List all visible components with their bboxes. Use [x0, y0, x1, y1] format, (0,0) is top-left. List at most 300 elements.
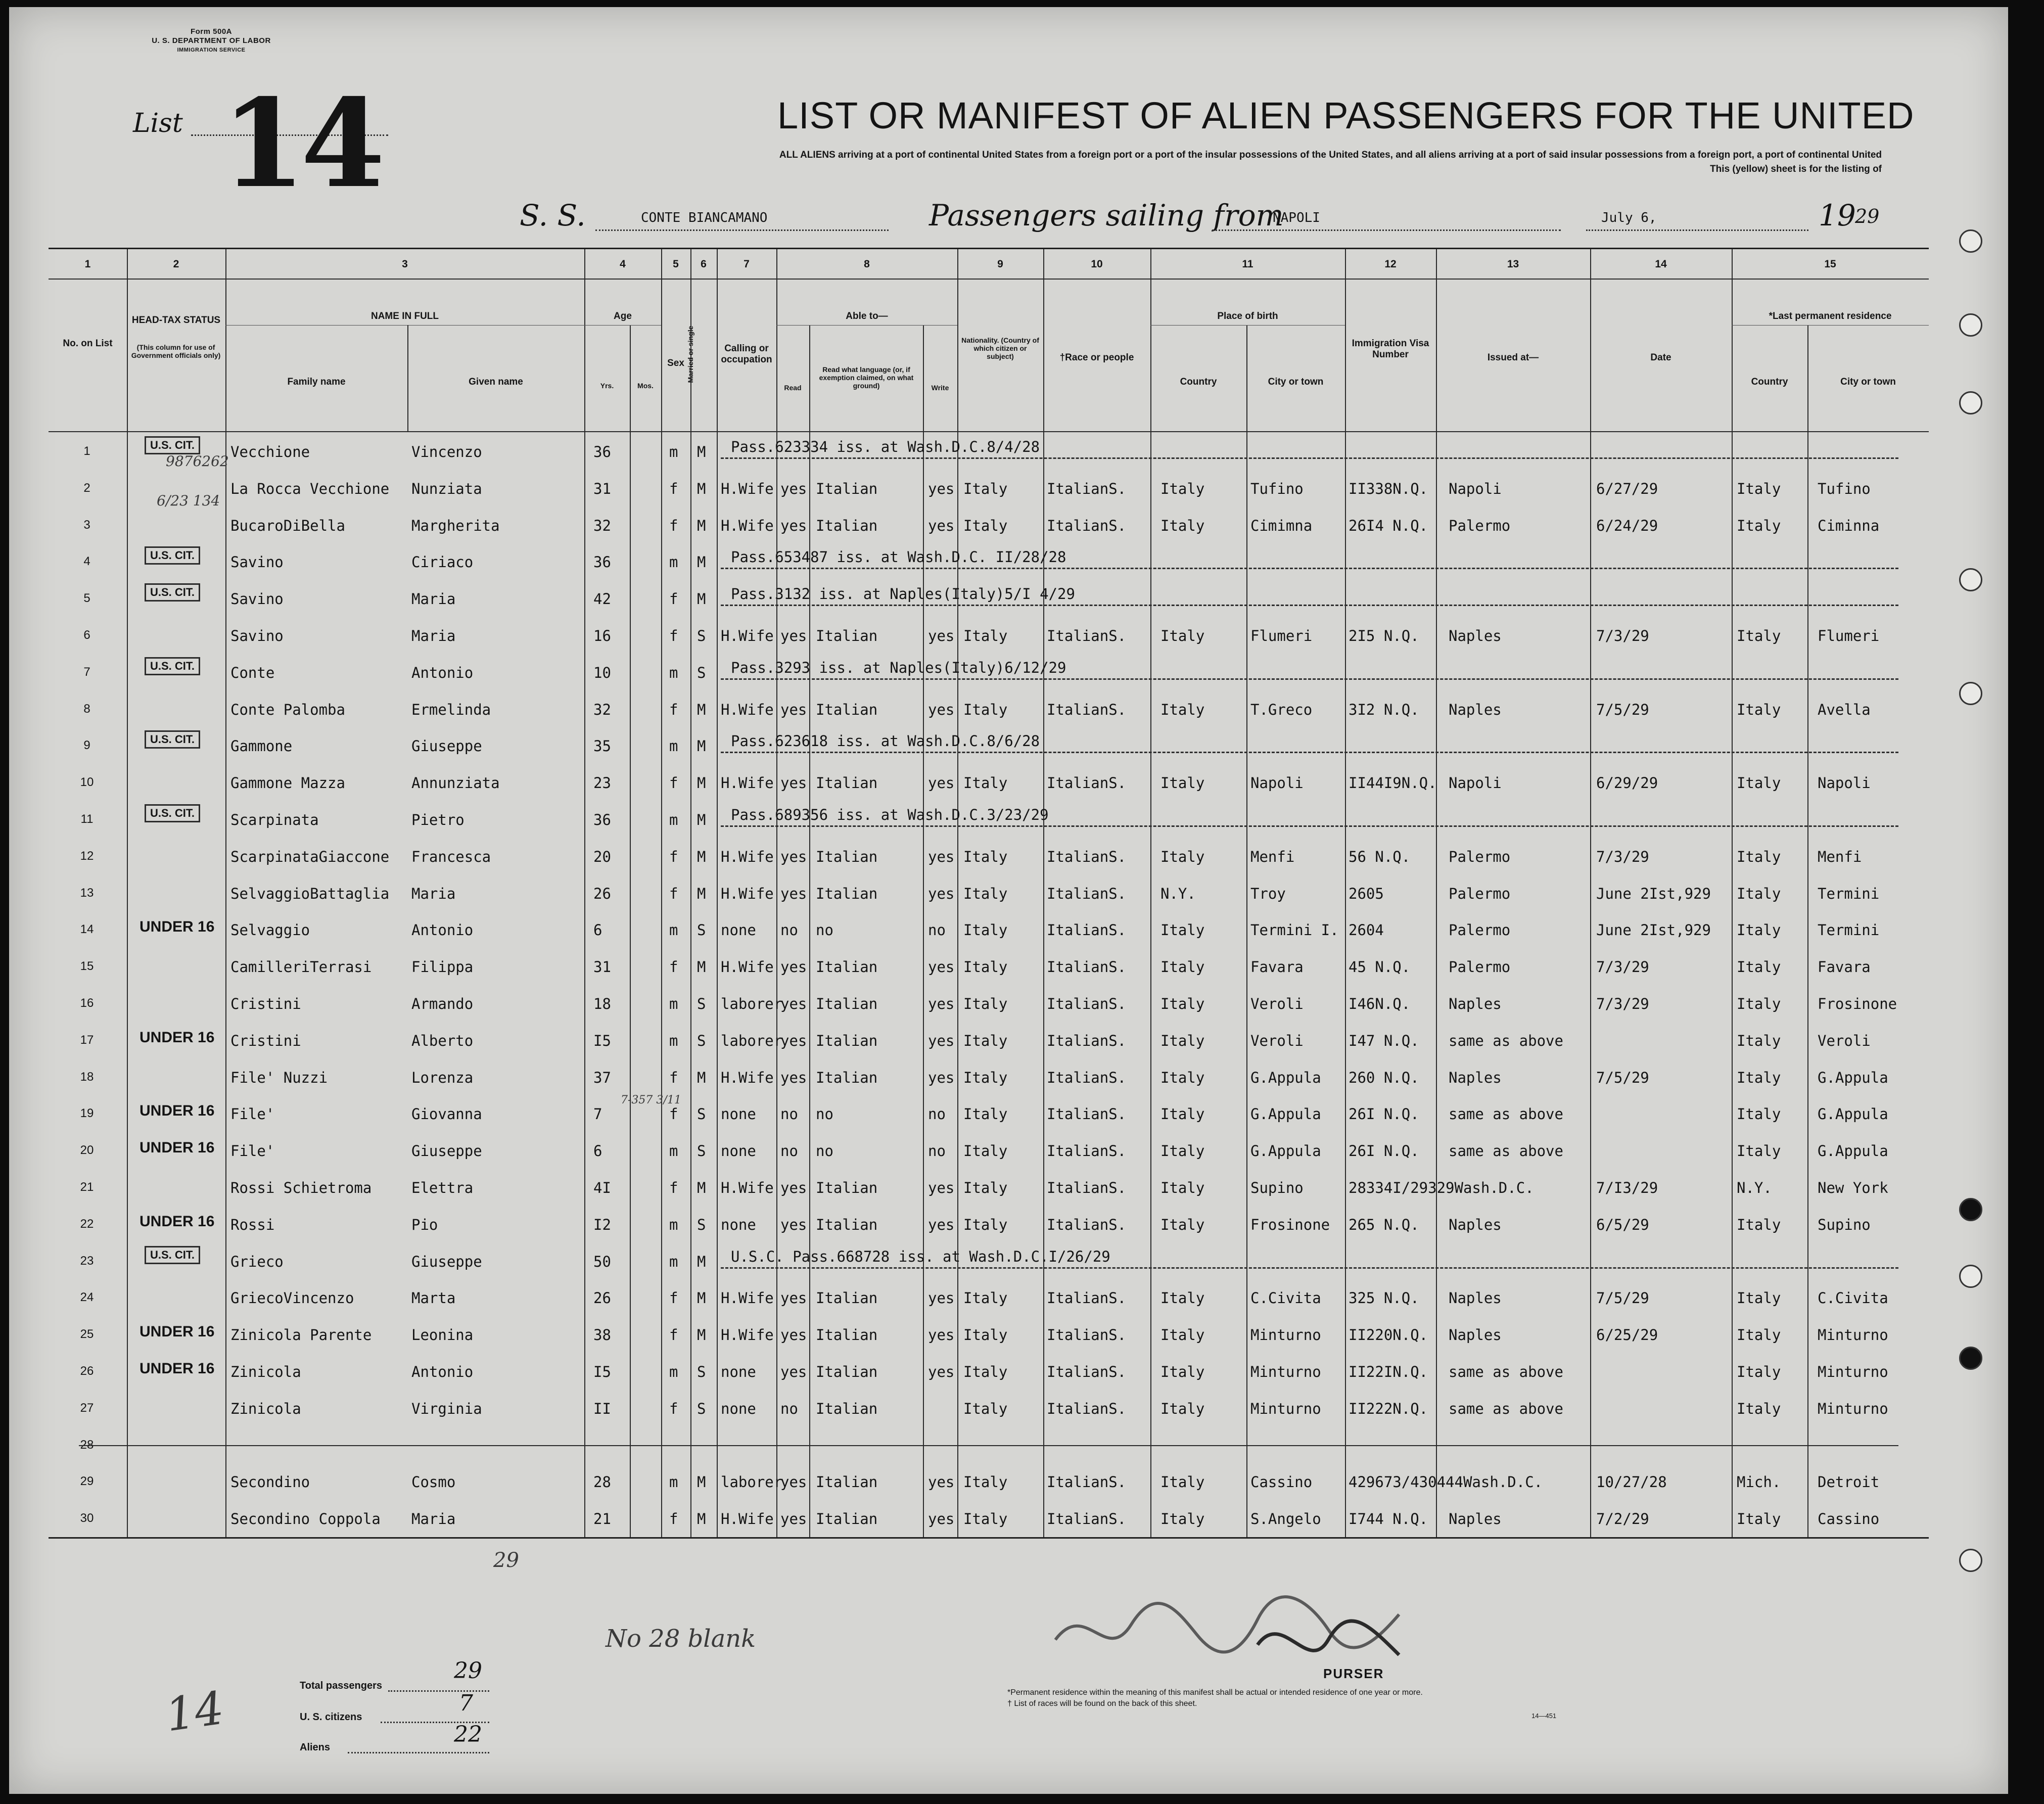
punch-hole	[1959, 568, 1982, 591]
nationality: Italy	[963, 1400, 1008, 1417]
residence-country: Italy	[1737, 921, 1781, 939]
total-passengers-value: 29	[454, 1658, 482, 1684]
col-number: 9	[997, 258, 1003, 270]
occupation: H.Wife	[721, 627, 774, 644]
head-tax-stamp: U.S. CIT.	[145, 730, 200, 749]
read-language: Italian	[816, 1326, 878, 1344]
marital-status: S	[697, 664, 706, 681]
table-row	[49, 762, 1929, 799]
col-number: 8	[864, 258, 870, 270]
age-years: 50	[593, 1253, 611, 1270]
col-number: 2	[173, 258, 179, 270]
occupation: H.Wife	[721, 517, 774, 534]
table-row	[49, 1498, 1929, 1535]
residence-city: G.Appula	[1818, 1142, 1888, 1160]
family-name: Conte	[230, 664, 275, 681]
read-language: Italian	[816, 1363, 878, 1380]
table-row	[49, 725, 1929, 762]
marital-status: M	[697, 590, 706, 608]
residence-country: Italy	[1737, 1216, 1781, 1233]
marital-status: M	[697, 774, 706, 792]
residence-city: Termini	[1818, 921, 1880, 939]
can-write: no	[928, 1142, 946, 1160]
nationality: Italy	[963, 627, 1008, 644]
nationality: Italy	[963, 1105, 1008, 1123]
given-name: Giuseppe	[411, 1253, 482, 1270]
residence-country: Italy	[1737, 701, 1781, 718]
passport-note: Pass.689356 iss. at Wash.D.C.3/23/29	[731, 806, 1049, 823]
sex: m	[669, 921, 678, 939]
manifest-sheet	[9, 7, 2008, 1794]
header-visa: Immigration Visa Number	[1352, 338, 1429, 360]
occupation: H.Wife	[721, 1069, 774, 1086]
header-calling: Calling or occupation	[721, 343, 772, 365]
marital-status: M	[697, 1069, 706, 1086]
sailing-date: July 6,	[1601, 210, 1657, 225]
year-suffix: 29	[1855, 205, 1880, 227]
read-language: Italian	[816, 1032, 878, 1049]
can-read: yes	[780, 1289, 807, 1307]
age-years: 35	[593, 737, 611, 755]
table-row	[49, 505, 1929, 542]
birth-city: Minturno	[1250, 1326, 1321, 1344]
row-number: 10	[80, 775, 94, 790]
age-years: 36	[593, 553, 611, 571]
header-name-in-full: NAME IN FULL	[370, 311, 439, 321]
family-name: Savino	[230, 590, 284, 608]
marital-status: S	[697, 1142, 706, 1160]
marital-status: M	[697, 885, 706, 902]
nationality: Italy	[963, 774, 1008, 792]
col-number: 13	[1507, 258, 1519, 270]
age-years: 23	[593, 774, 611, 792]
head-tax-stamp: UNDER 16	[140, 1323, 215, 1340]
can-read: yes	[780, 958, 807, 976]
issued-at: Naples	[1449, 995, 1502, 1012]
occupation: none	[721, 1400, 756, 1417]
issued-at: Palermo	[1449, 517, 1511, 534]
punch-hole	[1959, 1549, 1982, 1572]
header-sex: Sex	[667, 358, 684, 368]
col-number: 1	[84, 258, 91, 270]
age-years: 20	[593, 848, 611, 865]
age-years: I5	[593, 1032, 611, 1049]
sex: f	[669, 848, 678, 865]
residence-city: C.Civita	[1818, 1289, 1888, 1307]
header-write: Write	[931, 384, 949, 392]
sex: m	[669, 1253, 678, 1270]
sex: f	[669, 958, 678, 976]
residence-subdivider	[1732, 325, 1929, 326]
read-language: Italian	[816, 885, 878, 902]
family-name: BucaroDiBella	[230, 517, 345, 534]
age-note: 7-357 3/11	[621, 1094, 681, 1106]
read-language: Italian	[816, 1473, 878, 1491]
can-read: yes	[780, 480, 807, 497]
residence-city: Tufino	[1818, 480, 1871, 497]
sex: f	[669, 1069, 678, 1086]
age-years: 32	[593, 517, 611, 534]
can-read: yes	[780, 1363, 807, 1380]
row-number: 25	[80, 1327, 94, 1342]
row-number: 19	[80, 1106, 94, 1121]
age-years: 31	[593, 958, 611, 976]
age-years: 38	[593, 1326, 611, 1344]
header-subtitle-2: This (yellow) sheet is for the listing of	[1710, 164, 1882, 174]
race: ItalianS.	[1047, 1510, 1127, 1528]
read-language: Italian	[816, 517, 878, 534]
sex: f	[669, 1400, 678, 1417]
can-read: yes	[780, 1510, 807, 1528]
nationality: Italy	[963, 1473, 1008, 1491]
residence-city: Minturno	[1818, 1400, 1888, 1417]
sex: f	[669, 517, 678, 534]
marital-status: M	[697, 701, 706, 718]
visa-number: II44I9N.Q.	[1349, 774, 1437, 792]
sex: f	[669, 1326, 678, 1344]
blank-row-line	[79, 1445, 1898, 1446]
sex: f	[669, 590, 678, 608]
header-read-language: Read what language (or, if exemption claimed, on what ground)	[819, 365, 914, 390]
can-write: yes	[928, 1510, 955, 1528]
birth-city: Cimimna	[1250, 517, 1313, 534]
residence-city: Menfi	[1818, 848, 1862, 865]
age-years: 36	[593, 811, 611, 828]
birth-city: Veroli	[1250, 995, 1304, 1012]
sex: m	[669, 811, 678, 828]
visa-date: 7/3/29	[1596, 958, 1649, 976]
sex: m	[669, 443, 678, 460]
visa-number: 3I2 N.Q.	[1349, 701, 1419, 718]
can-write: yes	[928, 848, 955, 865]
given-name: Vincenzo	[411, 443, 482, 460]
can-write: yes	[928, 480, 955, 497]
form-code: 14—451	[1531, 1712, 1557, 1720]
list-number: 14	[221, 72, 380, 215]
race: ItalianS.	[1047, 885, 1127, 902]
residence-city: Veroli	[1818, 1032, 1871, 1049]
residence-country: N.Y.	[1737, 1179, 1772, 1196]
read-language: Italian	[816, 1289, 878, 1307]
passport-note: Pass.623334 iss. at Wash.D.C.8/4/28	[731, 438, 1040, 455]
us-citizens-label: U. S. citizens	[300, 1712, 362, 1723]
header-res-city: City or town	[1840, 377, 1896, 387]
birth-country: Italy	[1160, 701, 1205, 718]
issued-at: Naples	[1449, 1289, 1502, 1307]
sex: m	[669, 664, 678, 681]
residence-country: Italy	[1737, 1032, 1781, 1049]
birth-city: Favara	[1250, 958, 1304, 976]
birth-country: Italy	[1160, 921, 1205, 939]
nationality: Italy	[963, 995, 1008, 1012]
given-name: Leonina	[411, 1326, 474, 1344]
family-name: Secondino	[230, 1473, 310, 1491]
residence-city: G.Appula	[1818, 1069, 1888, 1086]
row-number: 1	[83, 444, 90, 458]
can-write: yes	[928, 1032, 955, 1049]
issued-at: Naples	[1449, 1326, 1502, 1344]
family-name: SelvaggioBattaglia	[230, 885, 390, 902]
race: ItalianS.	[1047, 1179, 1127, 1196]
issued-at: Palermo	[1449, 848, 1511, 865]
header-head-tax-note: (This column for use of Government officials only)	[131, 343, 221, 359]
nationality: Italy	[963, 480, 1008, 497]
punch-hole	[1959, 313, 1982, 337]
visa-number: II222N.Q.	[1349, 1400, 1428, 1417]
visa-date: 6/5/29	[1596, 1216, 1649, 1233]
occupation: H.Wife	[721, 1179, 774, 1196]
row-number: 28	[80, 1438, 94, 1452]
passport-note: Pass.3293 iss. at Naples(Italy)6/12/29	[731, 659, 1066, 676]
row-number: 5	[83, 591, 90, 606]
birth-country: Italy	[1160, 848, 1205, 865]
manifest-table	[49, 248, 1929, 1539]
issued-at: same as above	[1449, 1363, 1563, 1380]
blank-note: No 28 blank	[606, 1625, 756, 1653]
age-years: II	[593, 1400, 611, 1417]
sex: m	[669, 553, 678, 571]
given-name: Maria	[411, 885, 456, 902]
race: ItalianS.	[1047, 848, 1127, 865]
residence-city: Termini	[1818, 885, 1880, 902]
header-issued-at: Issued at—	[1487, 352, 1539, 363]
birth-city: Termini I.	[1250, 921, 1339, 939]
us-citizens-value: 7	[459, 1690, 473, 1716]
visa-date: 7/3/29	[1596, 627, 1649, 644]
row-number: 14	[80, 922, 94, 937]
footnote-residence: *Permanent residence within the meaning of this manifest shall be actual or intended residence of one year or more.	[1007, 1688, 1423, 1697]
head-tax-stamp: U.S. CIT.	[145, 436, 200, 454]
visa-date: June 2Ist,929	[1596, 885, 1711, 902]
birth-country: Italy	[1160, 1326, 1205, 1344]
race: ItalianS.	[1047, 1400, 1127, 1417]
can-write: yes	[928, 1069, 955, 1086]
issued-at: Napoli	[1449, 774, 1502, 792]
header-head-tax: HEAD-TAX STATUS	[131, 315, 221, 326]
occupation: none	[721, 1105, 756, 1123]
marital-status: M	[697, 1326, 706, 1344]
age-years: I5	[593, 1363, 611, 1380]
given-name: Francesca	[411, 848, 491, 865]
punch-hole	[1959, 1265, 1982, 1288]
row-number: 23	[80, 1254, 94, 1268]
table-row	[49, 836, 1929, 873]
dashed-fill-line	[721, 457, 1898, 459]
age-years: 37	[593, 1069, 611, 1086]
race: ItalianS.	[1047, 774, 1127, 792]
header-family-name: Family name	[287, 377, 346, 387]
issued-at: Palermo	[1449, 885, 1511, 902]
race: ItalianS.	[1047, 1289, 1127, 1307]
dashed-fill-line	[721, 605, 1898, 606]
marital-status: M	[697, 1510, 706, 1528]
header-married: Married or single	[686, 326, 694, 383]
birth-city: C.Civita	[1250, 1289, 1321, 1307]
table-row	[49, 1314, 1929, 1351]
nationality: Italy	[963, 1510, 1008, 1528]
family-name: ScarpinataGiaccone	[230, 848, 390, 865]
table-row	[49, 873, 1929, 910]
table-row	[49, 615, 1929, 652]
table-row	[49, 1167, 1929, 1204]
occupation: none	[721, 1216, 756, 1233]
marital-status: M	[697, 737, 706, 755]
header-divider	[49, 279, 1929, 280]
visa-date: 7/5/29	[1596, 1069, 1649, 1086]
birth-city: G.Appula	[1250, 1142, 1321, 1160]
header-last-residence: *Last permanent residence	[1769, 311, 1892, 321]
age-years: 31	[593, 480, 611, 497]
dashed-fill-line	[721, 568, 1898, 569]
visa-number: 2605	[1349, 885, 1384, 902]
visa-number: 26I4 N.Q.	[1349, 517, 1428, 534]
family-name: Conte Palomba	[230, 701, 345, 718]
col-number: 12	[1384, 258, 1397, 270]
visa-number: I46N.Q.	[1349, 995, 1411, 1012]
marital-status: M	[697, 1289, 706, 1307]
visa-number: 45 N.Q.	[1349, 958, 1411, 976]
ship-name: CONTE BIANCAMANO	[641, 210, 768, 225]
marital-status: S	[697, 921, 706, 939]
residence-country: Italy	[1737, 480, 1781, 497]
birth-city: Tufino	[1250, 480, 1304, 497]
age-years: 4I	[593, 1179, 611, 1196]
can-read: yes	[780, 1216, 807, 1233]
marital-status: S	[697, 995, 706, 1012]
visa-date: 10/27/28	[1596, 1473, 1667, 1491]
occupation: laborer	[721, 1473, 783, 1491]
birth-city: T.Greco	[1250, 701, 1313, 718]
given-name: Marta	[411, 1289, 456, 1307]
row-number: 18	[80, 1070, 94, 1084]
given-name: Ciriaco	[411, 553, 474, 571]
row-number: 12	[80, 849, 94, 863]
issued-at: Naples	[1449, 1069, 1502, 1086]
can-read: yes	[780, 1473, 807, 1491]
nationality: Italy	[963, 885, 1008, 902]
residence-country: Italy	[1737, 1289, 1781, 1307]
sex: f	[669, 1289, 678, 1307]
residence-country: Italy	[1737, 885, 1781, 902]
family-name: Zinicola	[230, 1400, 301, 1417]
table-row	[49, 1241, 1929, 1278]
race: ItalianS.	[1047, 1473, 1127, 1491]
visa-date: 6/25/29	[1596, 1326, 1658, 1344]
header-no-on-list: No. on List	[63, 338, 113, 349]
given-name: Elettra	[411, 1179, 474, 1196]
head-tax-stamp: UNDER 16	[140, 918, 215, 936]
residence-country: Italy	[1737, 774, 1781, 792]
visa-number: 56 N.Q.	[1349, 848, 1411, 865]
table-row	[49, 1388, 1929, 1425]
head-tax-stamp: UNDER 16	[140, 1029, 215, 1046]
birth-city: Veroli	[1250, 1032, 1304, 1049]
year-prefix: 19	[1819, 198, 1856, 233]
row-number: 29	[80, 1474, 94, 1489]
can-write: no	[928, 1105, 946, 1123]
can-write: yes	[928, 517, 955, 534]
can-read: yes	[780, 1069, 807, 1086]
passport-note: Pass.623618 iss. at Wash.D.C.8/6/28	[731, 732, 1040, 750]
residence-city: Ciminna	[1818, 517, 1880, 534]
visa-number: I744 N.Q.	[1349, 1510, 1428, 1528]
family-name: La Rocca Vecchione	[230, 480, 390, 497]
header-birth-country: Country	[1180, 377, 1217, 387]
table-row	[49, 1130, 1929, 1167]
age-years: 28	[593, 1473, 611, 1491]
row-number: 6	[83, 628, 90, 642]
family-name: Secondino Coppola	[230, 1510, 381, 1528]
occupation: none	[721, 1142, 756, 1160]
name-subdivider	[225, 325, 584, 326]
table-row	[49, 578, 1929, 615]
form-identifier	[135, 27, 287, 55]
nationality: Italy	[963, 921, 1008, 939]
header-subtitle-1: ALL ALIENS arriving at a port of continental United States from a foreign port or a port of the insular possessions of the United States, and all aliens arriving at a port of said insular possessions from a foreign port, a port of continental United	[779, 150, 1882, 160]
marital-status: M	[697, 517, 706, 534]
birth-country: N.Y.	[1160, 885, 1196, 902]
birth-city: Minturno	[1250, 1400, 1321, 1417]
race: ItalianS.	[1047, 1105, 1127, 1123]
issued-at: Palermo	[1449, 958, 1511, 976]
visa-date: 6/24/29	[1596, 517, 1658, 534]
age-years: 6	[593, 921, 602, 939]
visa-date: 7/3/29	[1596, 848, 1649, 865]
occupation: H.Wife	[721, 1326, 774, 1344]
birth-country: Italy	[1160, 1289, 1205, 1307]
residence-city: Minturno	[1818, 1363, 1888, 1380]
total-dots	[388, 1690, 489, 1692]
residence-country: Italy	[1737, 517, 1781, 534]
birth-city: Supino	[1250, 1179, 1304, 1196]
punch-hole	[1959, 1198, 1982, 1221]
visa-number: 28334I/29329Wash.D.C.	[1349, 1179, 1534, 1196]
birth-city: G.Appula	[1250, 1069, 1321, 1086]
nationality: Italy	[963, 1363, 1008, 1380]
header-mos: Mos.	[637, 382, 654, 390]
residence-city: Flumeri	[1818, 627, 1880, 644]
sex: m	[669, 995, 678, 1012]
col-number: 4	[620, 258, 626, 270]
marital-status: S	[697, 627, 706, 644]
read-language: Italian	[816, 1510, 878, 1528]
visa-number: 2I5 N.Q.	[1349, 627, 1419, 644]
race: ItalianS.	[1047, 1142, 1127, 1160]
birth-country: Italy	[1160, 1363, 1205, 1380]
given-name: Lorenza	[411, 1069, 474, 1086]
can-write: yes	[928, 701, 955, 718]
nationality: Italy	[963, 848, 1008, 865]
can-read: yes	[780, 848, 807, 865]
nationality: Italy	[963, 701, 1008, 718]
row-number: 7	[83, 665, 90, 679]
residence-country: Italy	[1737, 1510, 1781, 1528]
row-number: 13	[80, 886, 94, 900]
can-read: yes	[780, 1179, 807, 1196]
purser-label: PURSER	[1323, 1666, 1384, 1681]
age-years: 21	[593, 1510, 611, 1528]
port-name: NAPOLI	[1273, 210, 1320, 225]
issued-at: same as above	[1449, 1032, 1563, 1049]
dashed-fill-line	[721, 752, 1898, 753]
occupation: laborer	[721, 1032, 783, 1049]
given-name: Giuseppe	[411, 1142, 482, 1160]
read-language: Italian	[816, 958, 878, 976]
date-line	[1586, 229, 1808, 231]
sailing-label: Passengers sailing from	[929, 198, 1284, 233]
birth-city: Menfi	[1250, 848, 1295, 865]
residence-country: Italy	[1737, 1363, 1781, 1380]
